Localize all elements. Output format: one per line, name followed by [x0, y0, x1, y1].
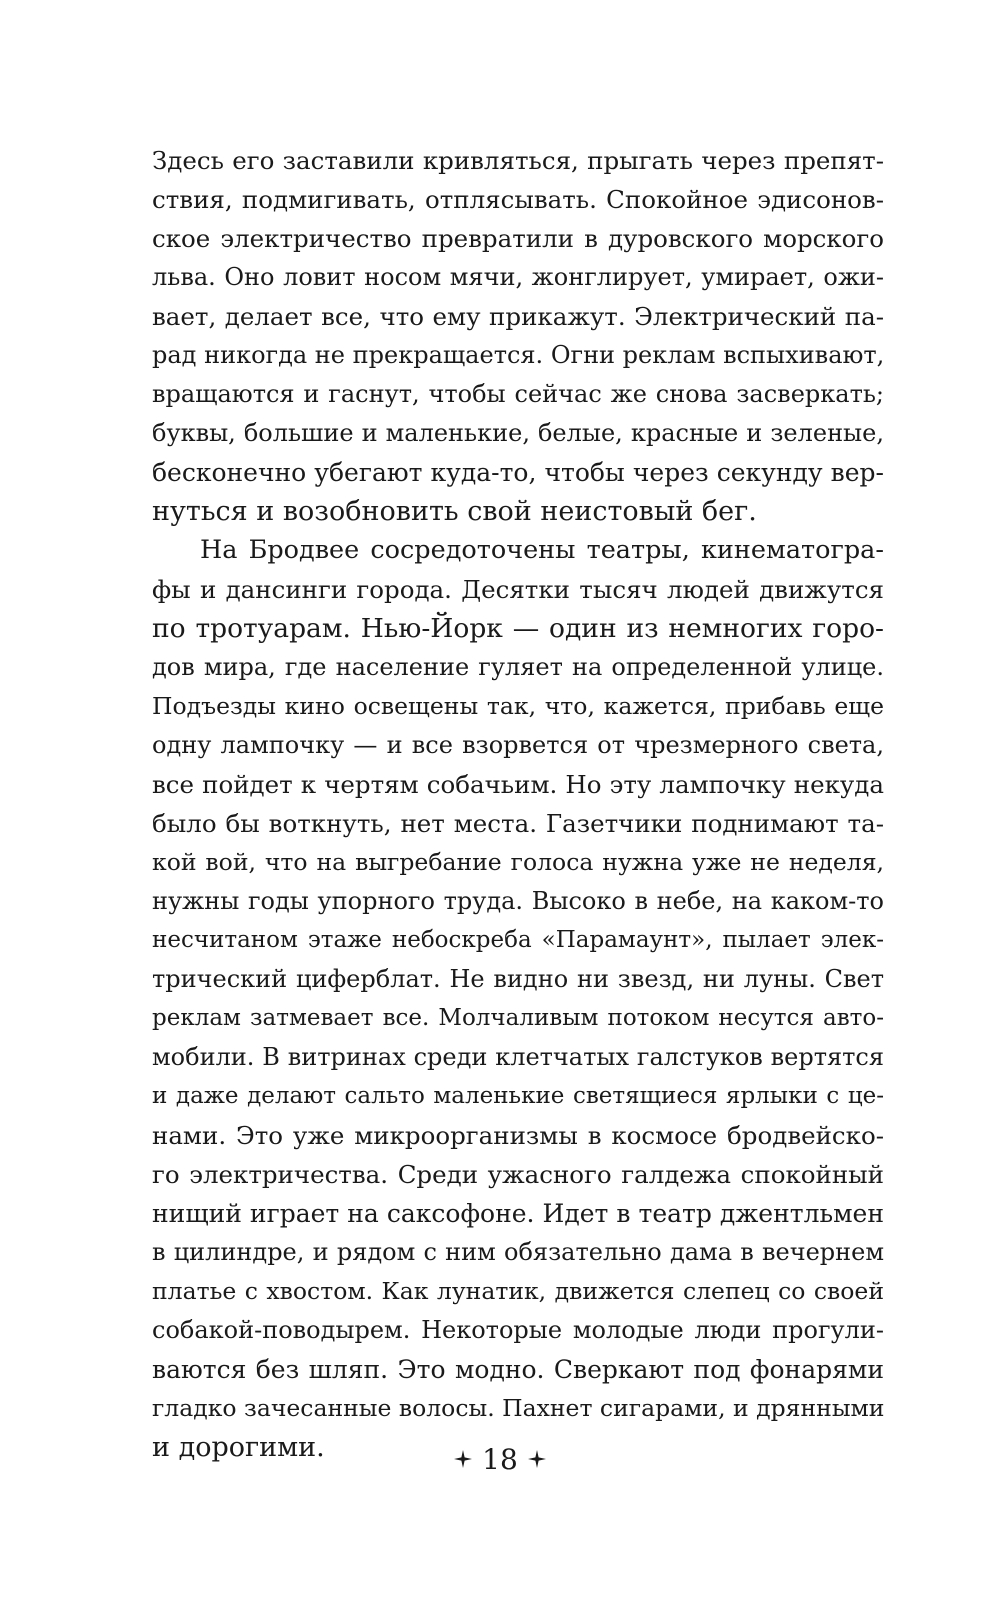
text-line: На Бродвее сосредоточены театры, кинематогра- [200, 535, 884, 565]
four-point-star-icon [454, 1450, 472, 1468]
text-line: собакой-поводырем. Некоторые молодые люди прогули- [152, 1316, 884, 1344]
page-number: 18 [482, 1443, 518, 1476]
text-line: фы и дансинги города. Десятки тысяч людей движутся [152, 575, 884, 604]
text-line: нищий играет на саксофоне. Идет в театр джентльмен [152, 1199, 884, 1228]
paragraph [152, 141, 884, 531]
text-line: Здесь его заставили кривляться, прыгать через препят- [152, 146, 884, 175]
text-line: и даже делают сальто маленькие светящиеся ярлыки с це- [152, 1083, 884, 1109]
text-line: буквы, большие и маленькие, белые, красные и зеленые, [152, 419, 884, 447]
body-text [152, 141, 884, 1467]
text-line: ваются без шляп. Это модно. Сверкают под фонарями [152, 1355, 884, 1384]
text-line: мобили. В витринах среди клетчатых галстуков вертятся [152, 1043, 884, 1071]
text-line: все пойдет к чертям собачьим. Но эту лампочку некуда [152, 770, 884, 799]
text-line: нуться и возобновить свой неистовый бег. [152, 496, 757, 527]
text-line: Подъезды кино освещены так, что, кажется, прибавь еще [152, 692, 884, 720]
text-line: нужны годы упорного труда. Высоко в небе, на каком-то [152, 887, 884, 915]
text-line: го электричества. Среди ужасного галдежа спокойный [152, 1160, 884, 1189]
text-line: дов мира, где население гуляет на определенной улице. [152, 653, 884, 681]
page-folio [0, 1440, 1000, 1480]
text-line: вает, делает все, что ему прикажут. Электрический па- [152, 302, 884, 331]
text-line: рад никогда не прекращается. Огни реклам вспыхивают, [152, 341, 885, 369]
text-line: трический циферблат. Не видно ни звезд, ни луны. Свет [152, 965, 884, 993]
text-line: несчитаном этаже небоскреба «Парамаунт», пылает элек- [152, 927, 884, 953]
text-line: нами. Это уже микроорганизмы в космосе бродвейско- [152, 1121, 884, 1150]
text-line: бесконечно убегают куда-то, чтобы через секунду вер- [152, 458, 884, 487]
text-line: вращаются и гаснут, чтобы сейчас же снова засверкать; [152, 380, 884, 408]
text-line: ствия, подмигивать, отплясывать. Спокойное эдисонов- [152, 185, 884, 214]
text-line: платье с хвостом. Как лунатик, движется слепец со своей [152, 1277, 884, 1305]
text-line: по тротуарам. Нью-Йорк — один из немногих горо- [152, 613, 884, 644]
text-line: одну лампочку — и все взорвется от чрезмерного света, [152, 731, 884, 759]
text-line: в цилиндре, и рядом с ним обязательно дама в вечернем [152, 1238, 884, 1266]
four-point-star-icon [528, 1450, 546, 1468]
text-line: ское электричество превратили в дуровского морского [152, 224, 884, 253]
text-line: и дорогими. [152, 1432, 325, 1463]
text-line: было бы воткнуть, нет места. Газетчики поднимают та- [152, 809, 884, 838]
text-line: реклам затмевает все. Молчаливым потоком несутся авто- [152, 1005, 884, 1031]
text-line: гладко зачесанные волосы. Пахнет сигарами, и дрянными [152, 1394, 885, 1422]
text-line: льва. Оно ловит носом мячи, жонглирует, умирает, ожи- [152, 263, 884, 291]
text-line: кой вой, что на выгребание голоса нужна уже не неделя, [152, 848, 884, 876]
paragraph [152, 531, 884, 1467]
